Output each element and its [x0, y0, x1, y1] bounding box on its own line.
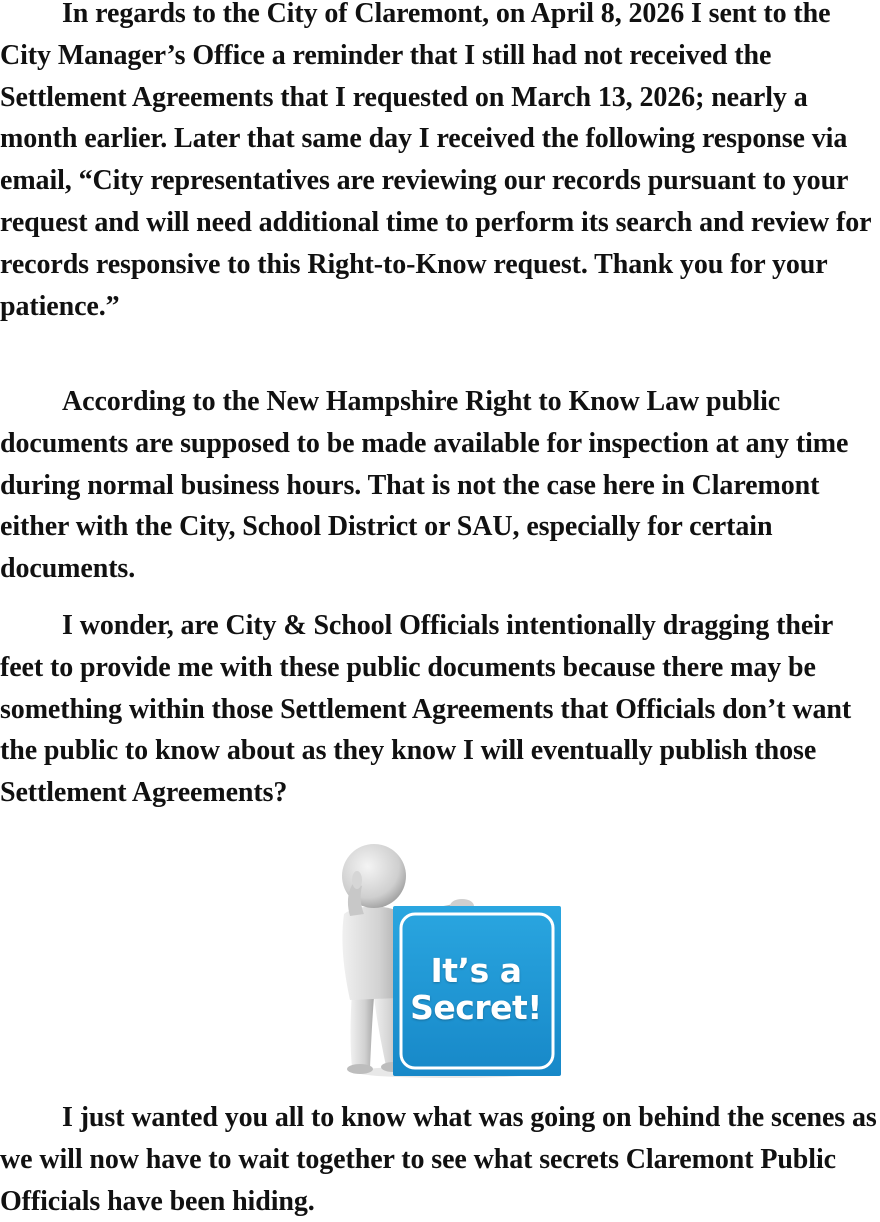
sign-text-line2: Secret! — [410, 988, 542, 1027]
paragraph-2: According to the New Hampshire Right to Know Law public documents are supposed to be made available for inspection at any time during normal business hours. That is not the case here in Claremont either with the City, School District or SAU, especially for certain documents. — [0, 386, 849, 585]
sign-text-line1: It’s a — [430, 951, 522, 990]
paragraph-3: I wonder, are City & School Officials intentionally dragging their feet to provide me with these public documents because there may be something within those Settlement Agreements that Officials don’t want the public to know about as they know I will eventually publish those Settlement Agreements? — [0, 610, 852, 809]
paragraph-1: In regards to the City of Claremont, on April 8, 2026 I sent to the City Manager’s Office a reminder that I still had not received the Settlement Agreements that I requested on March 13, 2026; nearly a month earlier. Later that same day I received the following response via email, “City representatives are reviewing our records pursuant to your request and will need additional time to perform its search and review for records responsive to this Right-to-Know request. Thank you for your patience.” — [0, 0, 871, 322]
paragraph-4: I just wanted you all to know what was going on behind the scenes as we will now have to wait together to see what secrets Claremont Public Officials have been hiding. — [0, 1102, 877, 1217]
